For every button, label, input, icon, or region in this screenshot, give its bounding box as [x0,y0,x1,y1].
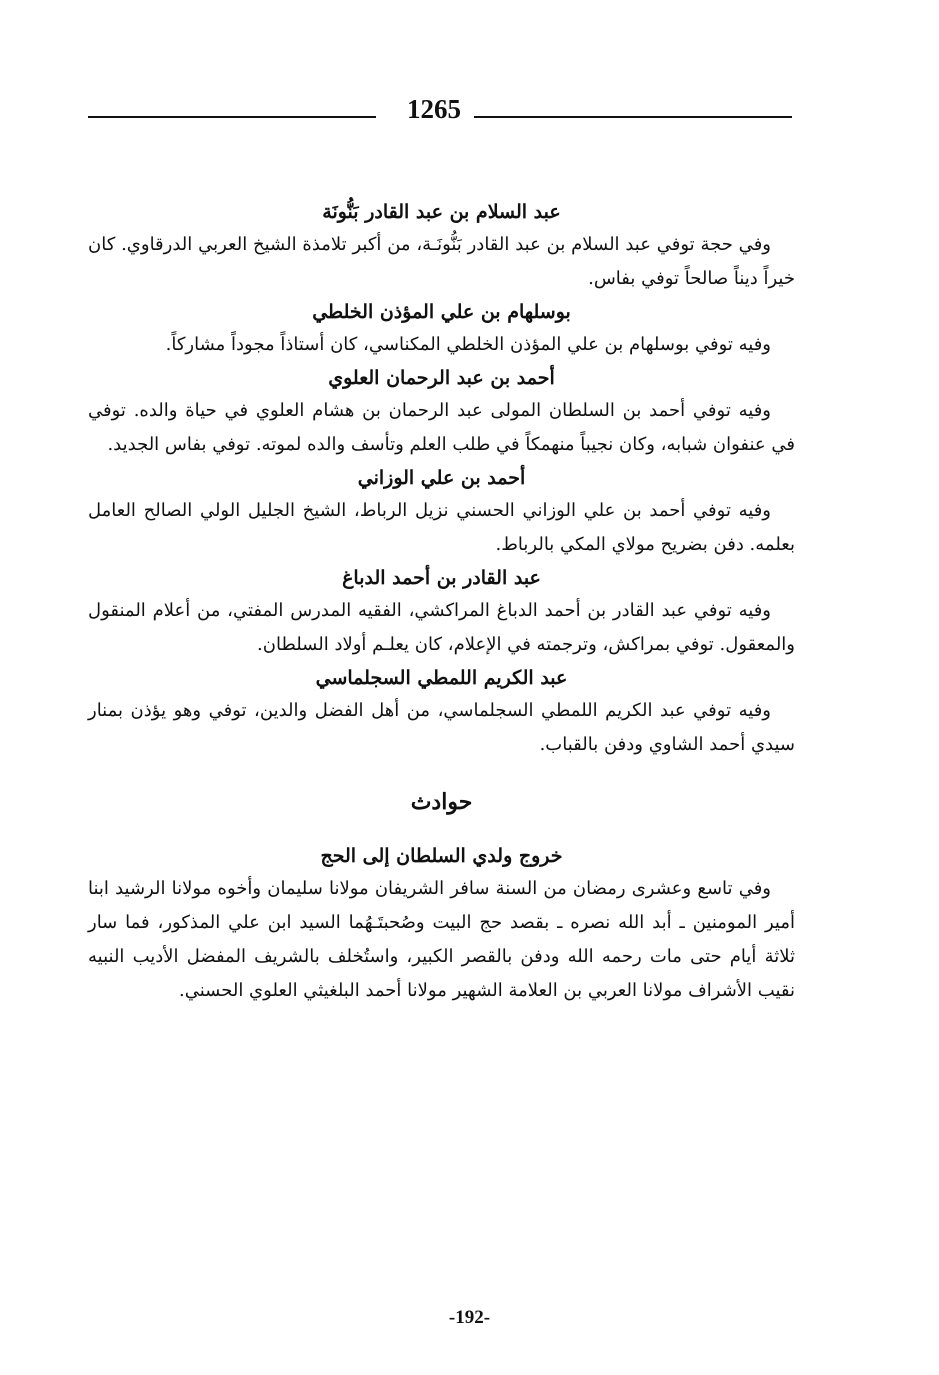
entry-heading: بوسلهام بن علي المؤذن الخلطي [312,301,571,323]
main-content [88,196,795,1008]
obituary-entry [88,196,795,296]
obituary-entry [88,362,795,462]
event-heading: خروج ولدي السلطان إلى الحج [320,845,563,867]
events-section-heading: حوادث [410,789,473,815]
obituary-entry [88,562,795,662]
obituary-entry [88,296,795,362]
event-entry [88,840,795,1008]
entry-body: وفيه توفي عبد الكريم اللمطي السجلماسي، من أهل الفضل والدين، توفي وهو يؤذن بمنار سيدي أحمد الشاوي ودفن بالقباب. [88,700,795,755]
page-number: -192- [448,1307,491,1328]
entry-heading: عبد السلام بن عبد القادر بَنُّونَة [322,201,561,223]
entry-heading: أحمد بن عبد الرحمان العلوي [328,367,555,389]
year-number: 1265 [407,94,461,124]
entry-body: وفي حجة توفي عبد السلام بن عبد القادر بَنُّونَـة، من أكبر تلامذة الشيخ العربي الدرقاوي. كان خيراً ديناً صالحاً توفي بفاس. [88,234,795,289]
entry-heading: عبد القادر بن أحمد الدباغ [342,567,541,589]
entry-body: وفيه توفي بوسلهام بن علي المؤذن الخلطي المكناسي، كان أستاذاً مجوداً مشاركاً. [165,334,771,355]
obituary-entry [88,662,795,762]
entry-heading: أحمد بن علي الوزاني [357,467,526,489]
year-header [88,92,792,132]
entry-body: وفيه توفي عبد القادر بن أحمد الدباغ المراكشي، الفقيه المدرس المفتي، من أعلام المنقول والمعقول. توفي بمراكش، وترجمته في الإعلام، كان يعلـم أولاد السلطان. [88,600,795,655]
event-body: وفي تاسع وعشرى رمضان من السنة سافر الشريفان مولانا سليمان وأخوه مولانا الرشيد ابنا أمير المومنين ـ أبد الله نصره ـ بقصد حج البيت وصُحبتَـهُما السيد ابن علي المذكور، فما سار ثلاثة أيام حتى مات رحمه الله ودفن بالقصر الكبير، واستُخلف بالشريف المفضل الأديب النبيه نقيب الأشراف مولانا العربي بن العلامة الشهير مولانا أحمد البلغيثي العلوي الحسني. [88,878,795,1001]
entry-heading: عبد الكريم اللمطي السجلماسي [315,667,568,689]
entry-body: وفيه توفي أحمد بن علي الوزاني الحسني نزيل الرباط، الشيخ الجليل الولي الصالح العامل بعلمه. دفن بضريح مولاي المكي بالرباط. [88,500,795,555]
entry-body: وفيه توفي أحمد بن السلطان المولى عبد الرحمان بن هشام العلوي في حياة والده. توفي في عنفوان شبابه، وكان نجيباً منهمكاً في طلب العلم وتأسف والده لموته. توفي بفاس الجديد. [88,400,795,455]
header-rule-right [474,116,792,118]
header-rule-left [88,116,376,118]
obituary-entry [88,462,795,562]
